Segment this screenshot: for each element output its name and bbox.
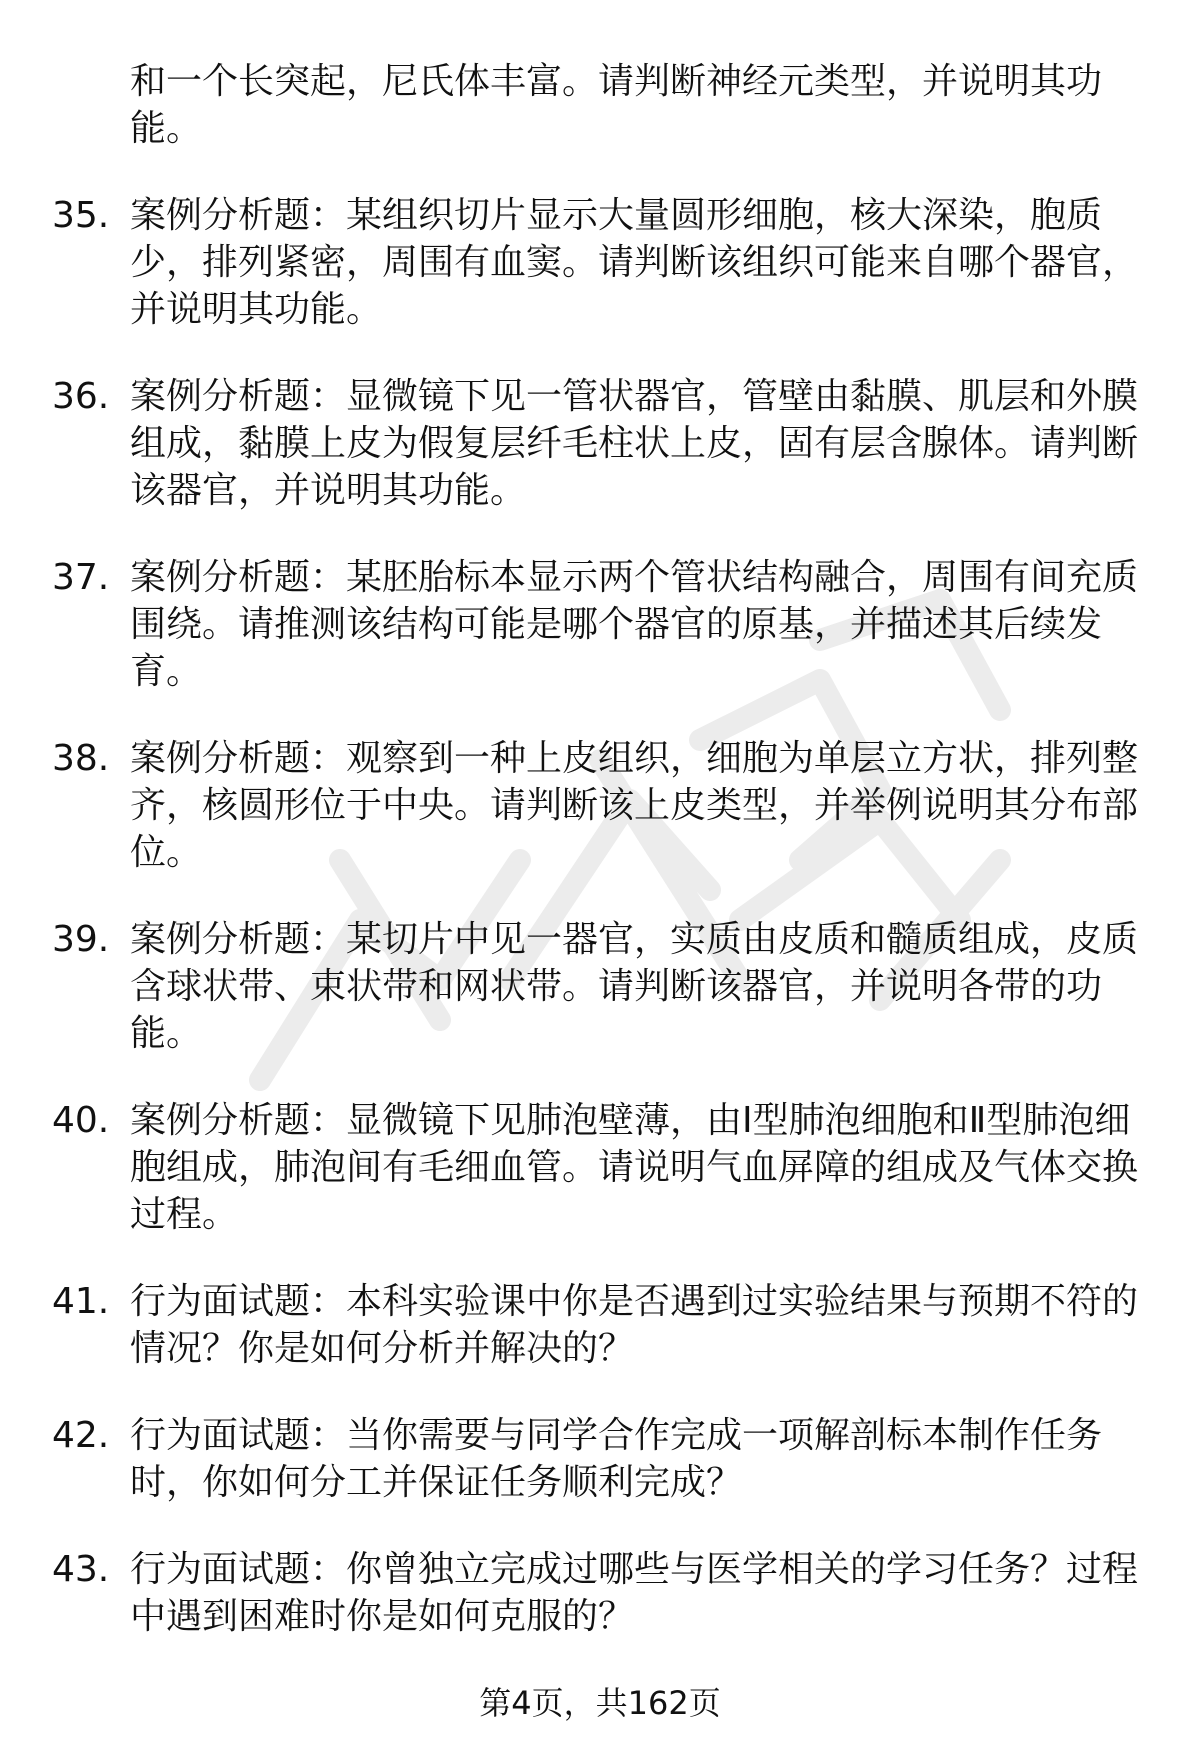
question-item-39 [0,916,1200,1057]
question-number: 42. [52,1415,110,1456]
question-number: 35. [52,195,110,236]
question-number: 37. [52,557,110,598]
question-number: 40. [52,1100,110,1141]
page-footer: 第4页，共162页 [479,1684,721,1722]
question-item-42 [0,1412,1200,1506]
content-area [0,58,1200,1680]
question-item-43 [0,1546,1200,1640]
question-item-37 [0,554,1200,695]
question-text: 行为面试题：本科实验课中你是否遇到过实验结果与预期不符的情况？你是如何分析并解决的？ [130,1281,1139,1369]
question-item-41 [0,1278,1200,1372]
question-number: 36. [52,376,110,417]
question-text: 案例分析题：观察到一种上皮组织，细胞为单层立方状，排列整齐，核圆形位于中央。请判断该上皮类型，并举例说明其分布部位。 [130,738,1139,873]
question-text: 案例分析题：某切片中见一器官，实质由皮质和髓质组成，皮质含球状带、束状带和网状带。请判断该器官，并说明各带的功能。 [130,919,1139,1054]
question-item-40 [0,1097,1200,1238]
question-text: 案例分析题：某组织切片显示大量圆形细胞，核大深染，胞质少，排列紧密，周围有血窦。请判断该组织可能来自哪个器官，并说明其功能。 [130,195,1139,330]
question-item-35 [0,192,1200,333]
question-number: 39. [52,919,110,960]
question-number: 38. [52,738,110,779]
question-text: 案例分析题：某胚胎标本显示两个管状结构融合，周围有间充质围绕。请推测该结构可能是哪个器官的原基，并描述其后续发育。 [130,557,1139,692]
continued-question-text: 和一个长突起，尼氏体丰富。请判断神经元类型，并说明其功能。 [130,61,1103,149]
question-item-36 [0,373,1200,514]
question-text: 案例分析题：显微镜下见一管状器官，管壁由黏膜、肌层和外膜组成，黏膜上皮为假复层纤毛柱状上皮，固有层含腺体。请判断该器官，并说明其功能。 [130,376,1139,511]
question-text: 行为面试题：当你需要与同学合作完成一项解剖标本制作任务时，你如何分工并保证任务顺利完成？ [130,1415,1103,1503]
question-item-38 [0,735,1200,876]
question-text: 案例分析题：显微镜下见肺泡壁薄，由Ⅰ型肺泡细胞和Ⅱ型肺泡细胞组成，肺泡间有毛细血管。请说明气血屏障的组成及气体交换过程。 [130,1100,1139,1235]
question-number: 43. [52,1549,110,1590]
question-number: 41. [52,1281,110,1322]
question-text: 行为面试题：你曾独立完成过哪些与医学相关的学习任务？过程中遇到困难时你是如何克服的？ [130,1549,1139,1637]
